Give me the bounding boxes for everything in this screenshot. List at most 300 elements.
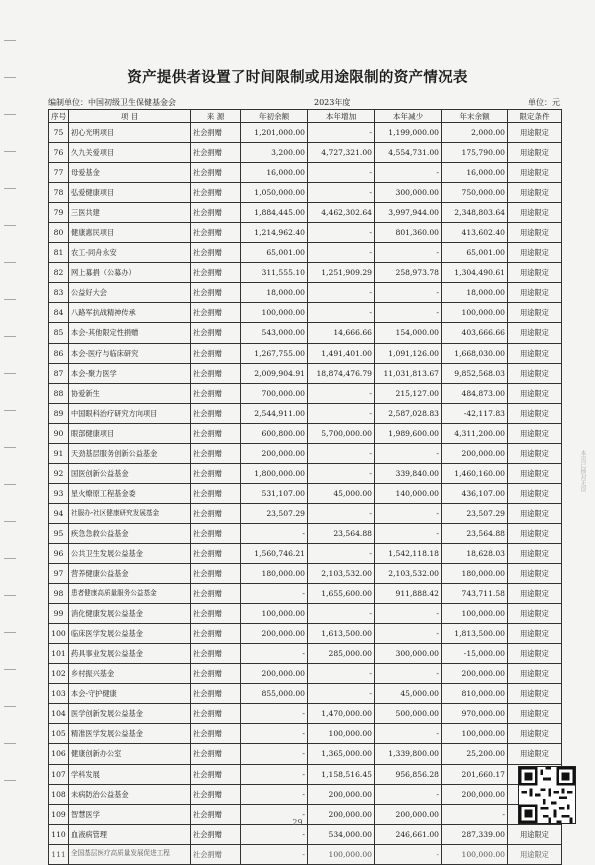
cell-condition: 用途限定 (508, 523, 562, 543)
table-row (49, 764, 562, 784)
cell-decrease: - (375, 624, 442, 644)
cell-end-balance: 810,000.00 (442, 684, 508, 704)
cell-end-balance: 200,000.00 (442, 784, 508, 804)
cell-source: 社会捐赠 (191, 543, 241, 563)
cell-end-balance: 100,000.00 (442, 724, 508, 744)
cell-project: 乡村振兴基金 (69, 664, 191, 684)
cell-begin-balance: - (241, 764, 308, 784)
cell-begin-balance: 200,000.00 (241, 664, 308, 684)
cell-condition: 用途限定 (508, 223, 562, 243)
cell-end-balance: 201,660.17 (442, 764, 508, 784)
cell-no: 90 (49, 423, 69, 443)
cell-condition: 用途限定 (508, 203, 562, 223)
cell-increase: 1,613,500.00 (308, 624, 375, 644)
cell-source: 社会捐赠 (191, 363, 241, 383)
cell-begin-balance: 200,000.00 (241, 443, 308, 463)
table-row (49, 323, 562, 343)
side-stamp-text: 本页已核对无误 (579, 450, 586, 492)
cell-condition: 用途限定 (508, 403, 562, 423)
cell-begin-balance: 2,544,911.00 (241, 403, 308, 423)
cell-decrease: 4,554,731.00 (375, 143, 442, 163)
header-no: 序号 (49, 110, 69, 123)
cell-begin-balance: 23,507.29 (241, 503, 308, 523)
cell-project: 初心光明项目 (69, 123, 191, 143)
cell-increase: - (308, 283, 375, 303)
table-row (49, 523, 562, 543)
cell-project: 医学创新发展公益基金 (69, 704, 191, 724)
cell-condition: 用途限定 (508, 584, 562, 604)
cell-end-balance: 743,711.58 (442, 584, 508, 604)
table-header-row (49, 110, 562, 123)
cell-decrease: 300,000.00 (375, 183, 442, 203)
page-title: 资产提供者设置了时间限制或用途限制的资产情况表 (127, 70, 468, 86)
page-number: 29 (292, 818, 303, 827)
cell-increase: - (308, 664, 375, 684)
cell-increase: 285,000.00 (308, 644, 375, 664)
cell-end-balance: 18,000.00 (442, 283, 508, 303)
cell-no: 111 (49, 844, 69, 864)
cell-increase: - (308, 463, 375, 483)
cell-decrease: - (375, 844, 442, 864)
cell-source: 社会捐赠 (191, 323, 241, 343)
cell-source: 社会捐赠 (191, 584, 241, 604)
cell-source: 社会捐赠 (191, 243, 241, 263)
table-row (49, 223, 562, 243)
cell-condition: 用途限定 (508, 163, 562, 183)
table-row (49, 824, 562, 844)
cell-source: 社会捐赠 (191, 223, 241, 243)
cell-end-balance: - (442, 804, 508, 824)
cell-begin-balance: 200,000.00 (241, 624, 308, 644)
cell-project: 弘爱健康项目 (69, 183, 191, 203)
cell-decrease: 215,127.00 (375, 383, 442, 403)
cell-decrease: - (375, 283, 442, 303)
cell-end-balance: 436,107.00 (442, 483, 508, 503)
cell-decrease: - (375, 604, 442, 624)
cell-begin-balance: 311,555.10 (241, 263, 308, 283)
cell-no: 98 (49, 584, 69, 604)
cell-begin-balance: - (241, 704, 308, 724)
cell-end-balance: 970,000.00 (442, 704, 508, 724)
cell-no: 92 (49, 463, 69, 483)
table-row (49, 383, 562, 403)
cell-project: 网上募捐（公募办） (69, 263, 191, 283)
header-increase: 本年增加 (308, 110, 375, 123)
table-row (49, 163, 562, 183)
cell-decrease: 2,103,532.00 (375, 564, 442, 584)
cell-source: 社会捐赠 (191, 163, 241, 183)
cell-project: 疾急急救公益基金 (69, 523, 191, 543)
cell-source: 社会捐赠 (191, 263, 241, 283)
cell-source: 社会捐赠 (191, 684, 241, 704)
cell-increase: - (308, 604, 375, 624)
cell-no: 81 (49, 243, 69, 263)
cell-increase: 1,470,000.00 (308, 704, 375, 724)
cell-decrease: 956,856.28 (375, 764, 442, 784)
cell-source: 社会捐赠 (191, 624, 241, 644)
cell-begin-balance: 855,000.00 (241, 684, 308, 704)
cell-increase: 18,874,476.79 (308, 363, 375, 383)
cell-no: 84 (49, 303, 69, 323)
cell-begin-balance: 100,000.00 (241, 604, 308, 624)
table-row (49, 143, 562, 163)
table-row (49, 283, 562, 303)
cell-no: 80 (49, 223, 69, 243)
cell-project: 八路军抗战精神传承 (69, 303, 191, 323)
cell-decrease: 246,661.00 (375, 824, 442, 844)
cell-source: 社会捐赠 (191, 443, 241, 463)
cell-decrease: - (375, 784, 442, 804)
cell-decrease: 1,091,126.00 (375, 343, 442, 363)
cell-increase: 1,655,600.00 (308, 584, 375, 604)
table-row (49, 543, 562, 563)
cell-source: 社会捐赠 (191, 143, 241, 163)
cell-condition: 用途限定 (508, 383, 562, 403)
header-project: 项 目 (69, 110, 191, 123)
cell-source: 社会捐赠 (191, 283, 241, 303)
cell-project: 本会-聚力医学 (69, 363, 191, 383)
cell-end-balance: 25,200.00 (442, 744, 508, 764)
cell-no: 82 (49, 263, 69, 283)
cell-increase: 23,564.88 (308, 523, 375, 543)
cell-source: 社会捐赠 (191, 704, 241, 724)
cell-begin-balance: 543,000.00 (241, 323, 308, 343)
cell-end-balance: 100,000.00 (442, 844, 508, 864)
cell-decrease: 801,360.00 (375, 223, 442, 243)
cell-project: 天劲基层服务创新公益基金 (69, 443, 191, 463)
cell-no: 86 (49, 343, 69, 363)
cell-condition: 用途限定 (508, 844, 562, 864)
cell-source: 社会捐赠 (191, 203, 241, 223)
cell-condition: 用途限定 (508, 824, 562, 844)
cell-begin-balance: 65,001.00 (241, 243, 308, 263)
cell-source: 社会捐赠 (191, 523, 241, 543)
cell-source: 社会捐赠 (191, 604, 241, 624)
cell-no: 76 (49, 143, 69, 163)
table-row (49, 123, 562, 143)
cell-condition: 用途限定 (508, 483, 562, 503)
table-row (49, 303, 562, 323)
cell-no: 104 (49, 704, 69, 724)
cell-source: 社会捐赠 (191, 564, 241, 584)
cell-decrease: 3,997,944.00 (375, 203, 442, 223)
cell-project: 药具事业发展公益基金 (69, 644, 191, 664)
cell-begin-balance: - (241, 584, 308, 604)
cell-condition: 用途限定 (508, 243, 562, 263)
cell-begin-balance: - (241, 523, 308, 543)
table-row (49, 363, 562, 383)
cell-project: 三医共建 (69, 203, 191, 223)
cell-condition: 用途限定 (508, 143, 562, 163)
cell-project: 本会-其他限定性捐赠 (69, 323, 191, 343)
cell-condition: 用途限定 (508, 443, 562, 463)
table-row (49, 443, 562, 463)
cell-increase: 200,000.00 (308, 784, 375, 804)
cell-no: 109 (49, 804, 69, 824)
cell-source: 社会捐赠 (191, 483, 241, 503)
cell-no: 95 (49, 523, 69, 543)
cell-increase: - (308, 163, 375, 183)
table-body (49, 123, 562, 865)
cell-condition: 用途限定 (508, 503, 562, 523)
cell-begin-balance: 1,201,000.00 (241, 123, 308, 143)
cell-decrease: 140,000.00 (375, 483, 442, 503)
cell-condition: 用途限定 (508, 724, 562, 744)
header-decrease: 本年减少 (375, 110, 442, 123)
cell-decrease: - (375, 503, 442, 523)
cell-source: 社会捐赠 (191, 804, 241, 824)
cell-begin-balance: - (241, 804, 308, 824)
cell-decrease: 300,000.00 (375, 644, 442, 664)
table-row (49, 624, 562, 644)
table-row (49, 664, 562, 684)
cell-end-balance: 100,000.00 (442, 303, 508, 323)
cell-end-balance: -15,000.00 (442, 644, 508, 664)
cell-begin-balance: 100,000.00 (241, 303, 308, 323)
cell-end-balance: 180,000.00 (442, 564, 508, 584)
cell-end-balance: 16,000.00 (442, 163, 508, 183)
cell-increase: - (308, 383, 375, 403)
cell-condition: 用途限定 (508, 303, 562, 323)
binding-margin-marks (4, 40, 18, 820)
report-meta (48, 97, 560, 109)
cell-source: 社会捐赠 (191, 764, 241, 784)
cell-no: 85 (49, 323, 69, 343)
cell-increase: - (308, 443, 375, 463)
cell-condition: 用途限定 (508, 263, 562, 283)
cell-end-balance: 200,000.00 (442, 443, 508, 463)
cell-begin-balance: - (241, 744, 308, 764)
cell-increase: - (308, 543, 375, 563)
cell-no: 75 (49, 123, 69, 143)
cell-end-balance: 1,668,030.00 (442, 343, 508, 363)
cell-no: 97 (49, 564, 69, 584)
cell-condition: 用途限定 (508, 564, 562, 584)
cell-increase: 100,000.00 (308, 724, 375, 744)
cell-begin-balance: 1,884,445.00 (241, 203, 308, 223)
cell-end-balance: 403,666.66 (442, 323, 508, 343)
cell-increase: 45,000.00 (308, 483, 375, 503)
cell-increase: - (308, 684, 375, 704)
cell-project: 智慧医学 (69, 804, 191, 824)
cell-condition: 用途限定 (508, 744, 562, 764)
cell-decrease: 2,587,028.83 (375, 403, 442, 423)
cell-increase: 1,365,000.00 (308, 744, 375, 764)
cell-project: 营养健康公益基金 (69, 564, 191, 584)
cell-end-balance: 2,000.00 (442, 123, 508, 143)
cell-begin-balance: 700,000.00 (241, 383, 308, 403)
header-condition: 限定条件 (508, 110, 562, 123)
cell-no: 89 (49, 403, 69, 423)
cell-condition: 用途限定 (508, 323, 562, 343)
cell-condition: 用途限定 (508, 423, 562, 443)
org-label: 编制单位：中国初级卫生保健基金会 (48, 98, 176, 107)
cell-source: 社会捐赠 (191, 824, 241, 844)
table-row (49, 604, 562, 624)
cell-source: 社会捐赠 (191, 303, 241, 323)
cell-begin-balance: 531,107.00 (241, 483, 308, 503)
cell-project: 星火燎原工程基金委 (69, 483, 191, 503)
cell-project: 本会-医疗与临床研究 (69, 343, 191, 363)
cell-begin-balance: - (241, 784, 308, 804)
cell-begin-balance: - (241, 824, 308, 844)
cell-increase: 1,491,401.00 (308, 343, 375, 363)
cell-project: 未病防治公益基金 (69, 784, 191, 804)
cell-source: 社会捐赠 (191, 784, 241, 804)
cell-no: 101 (49, 644, 69, 664)
cell-end-balance: 175,790.00 (442, 143, 508, 163)
cell-condition: 用途限定 (508, 604, 562, 624)
cell-condition: 用途限定 (508, 283, 562, 303)
cell-end-balance: 750,000.00 (442, 183, 508, 203)
cell-increase: - (308, 223, 375, 243)
cell-end-balance: 18,628.03 (442, 543, 508, 563)
cell-end-balance: 23,507.29 (442, 503, 508, 523)
cell-decrease: 154,000.00 (375, 323, 442, 343)
cell-increase: 1,251,909.29 (308, 263, 375, 283)
table-row (49, 684, 562, 704)
cell-begin-balance: 180,000.00 (241, 564, 308, 584)
table-row (49, 584, 562, 604)
cell-no: 107 (49, 764, 69, 784)
table-row (49, 423, 562, 443)
cell-decrease: 200,000.00 (375, 804, 442, 824)
cell-project: 协爱新生 (69, 383, 191, 403)
header-source: 来 源 (191, 110, 241, 123)
cell-increase: 4,727,321.00 (308, 143, 375, 163)
cell-decrease: 11,031,813.67 (375, 363, 442, 383)
cell-source: 社会捐赠 (191, 343, 241, 363)
cell-decrease: - (375, 664, 442, 684)
cell-no: 102 (49, 664, 69, 684)
cell-project: 血液病管理 (69, 824, 191, 844)
cell-end-balance: 23,564.88 (442, 523, 508, 543)
cell-end-balance: 413,602.40 (442, 223, 508, 243)
cell-decrease: 1,542,118.18 (375, 543, 442, 563)
cell-decrease: - (375, 443, 442, 463)
cell-project: 中国眼科治疗研究方向项目 (69, 403, 191, 423)
cell-no: 99 (49, 604, 69, 624)
cell-project: 健康惠民项目 (69, 223, 191, 243)
table-row (49, 844, 562, 864)
cell-end-balance: -42,117.83 (442, 403, 508, 423)
cell-source: 社会捐赠 (191, 383, 241, 403)
table-row (49, 564, 562, 584)
cell-no: 100 (49, 624, 69, 644)
cell-decrease: 258,973.78 (375, 263, 442, 283)
cell-no: 94 (49, 503, 69, 523)
cell-no: 108 (49, 784, 69, 804)
cell-project: 本会-守护健康 (69, 684, 191, 704)
cell-begin-balance: 1,560,746.21 (241, 543, 308, 563)
cell-decrease: 911,888.42 (375, 584, 442, 604)
cell-decrease: 1,989,600.00 (375, 423, 442, 443)
cell-source: 社会捐赠 (191, 744, 241, 764)
cell-no: 83 (49, 283, 69, 303)
table-row (49, 724, 562, 744)
cell-decrease: 1,199,000.00 (375, 123, 442, 143)
table-row (49, 503, 562, 523)
cell-project: 患者健康高质量服务公益基金 (69, 584, 191, 604)
cell-no: 78 (49, 183, 69, 203)
cell-project: 学科发展 (69, 764, 191, 784)
cell-end-balance: 1,304,490.61 (442, 263, 508, 283)
cell-no: 105 (49, 724, 69, 744)
cell-no: 91 (49, 443, 69, 463)
cell-end-balance: 1,460,160.00 (442, 463, 508, 483)
cell-decrease: 45,000.00 (375, 684, 442, 704)
cell-source: 社会捐赠 (191, 463, 241, 483)
cell-end-balance: 9,852,568.03 (442, 363, 508, 383)
cell-decrease: 339,840.00 (375, 463, 442, 483)
cell-end-balance: 65,001.00 (442, 243, 508, 263)
table-row (49, 644, 562, 664)
cell-project: 眼部健康项目 (69, 423, 191, 443)
cell-condition: 用途限定 (508, 664, 562, 684)
cell-end-balance: 100,000.00 (442, 604, 508, 624)
cell-increase: 100,000.00 (308, 844, 375, 864)
cell-begin-balance: 2,009,904.91 (241, 363, 308, 383)
cell-end-balance: 287,339.00 (442, 824, 508, 844)
cell-condition: 用途限定 (508, 123, 562, 143)
cell-decrease: - (375, 163, 442, 183)
cell-decrease: - (375, 303, 442, 323)
cell-increase: 14,666.66 (308, 323, 375, 343)
cell-condition: 用途限定 (508, 684, 562, 704)
table-row (49, 203, 562, 223)
cell-condition: 用途限定 (508, 704, 562, 724)
table-row (49, 183, 562, 203)
table-row (49, 483, 562, 503)
cell-source: 社会捐赠 (191, 644, 241, 664)
cell-end-balance: 200,000.00 (442, 664, 508, 684)
table-row (49, 744, 562, 764)
cell-end-balance: 4,311,200.00 (442, 423, 508, 443)
cell-project: 消化健康发展公益基金 (69, 604, 191, 624)
cell-decrease: - (375, 243, 442, 263)
header-begin-balance: 年初余额 (241, 110, 308, 123)
cell-end-balance: 484,873.00 (442, 383, 508, 403)
table-row (49, 463, 562, 483)
cell-project: 临床医学发展公益基金 (69, 624, 191, 644)
restricted-assets-table (48, 109, 562, 865)
table-row (49, 263, 562, 283)
cell-no: 110 (49, 824, 69, 844)
cell-begin-balance: - (241, 724, 308, 744)
cell-begin-balance: 600,800.00 (241, 423, 308, 443)
table-row (49, 343, 562, 363)
cell-project: 国医创新公益基金 (69, 463, 191, 483)
cell-source: 社会捐赠 (191, 844, 241, 864)
cell-increase: 4,462,302.64 (308, 203, 375, 223)
cell-increase: - (308, 303, 375, 323)
cell-source: 社会捐赠 (191, 724, 241, 744)
cell-no: 88 (49, 383, 69, 403)
cell-project: 健康创新办公室 (69, 744, 191, 764)
cell-condition: 用途限定 (508, 624, 562, 644)
year-label: 2023年度 (314, 98, 351, 107)
cell-begin-balance: - (241, 644, 308, 664)
cell-increase: 200,000.00 (308, 804, 375, 824)
cell-no: 87 (49, 363, 69, 383)
cell-begin-balance: 18,000.00 (241, 283, 308, 303)
cell-source: 社会捐赠 (191, 423, 241, 443)
cell-begin-balance: 16,000.00 (241, 163, 308, 183)
cell-begin-balance: 1,214,962.40 (241, 223, 308, 243)
cell-condition: 用途限定 (508, 363, 562, 383)
cell-project: 农工-同舟永安 (69, 243, 191, 263)
unit-label: 单位：元 (528, 98, 560, 107)
